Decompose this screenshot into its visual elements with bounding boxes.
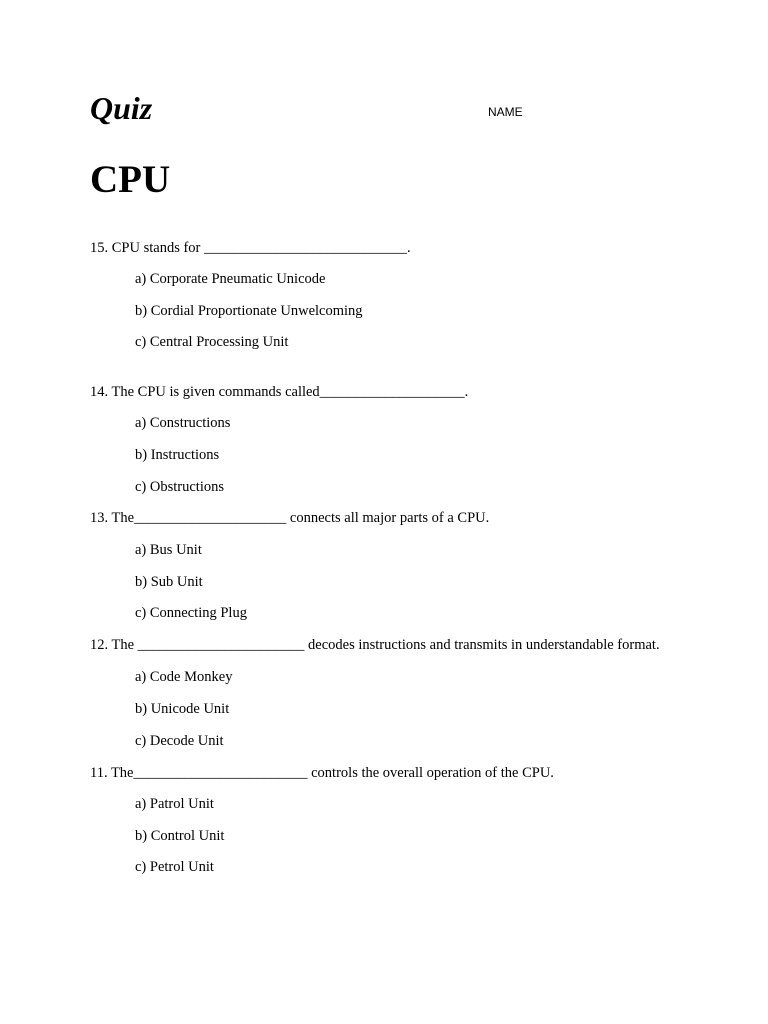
question-11-option-c: c) Petrol Unit	[135, 859, 214, 875]
question-11-option-b: b) Control Unit	[135, 828, 225, 844]
question-15: 15. CPU stands for ____________________________.	[90, 240, 411, 256]
question-14-option-c: c) Obstructions	[135, 479, 224, 495]
question-12-option-b: b) Unicode Unit	[135, 701, 230, 717]
question-14-option-b: b) Instructions	[135, 447, 220, 463]
question-13-option-c: c) Connecting Plug	[135, 605, 247, 621]
question-14-option-a: a) Constructions	[135, 415, 231, 431]
question-12: 12. The _______________________ decodes instructions and transmits in understandable format.	[90, 637, 660, 653]
question-12-option-c: c) Decode Unit	[135, 733, 224, 749]
question-13: 13. The_____________________ connects all major parts of a CPU.	[90, 510, 490, 526]
quiz-title: Quiz	[90, 90, 153, 126]
question-12-option-a: a) Code Monkey	[135, 669, 233, 685]
question-11: 11. The________________________ controls the overall operation of the CPU.	[90, 765, 554, 781]
question-13-option-a: a) Bus Unit	[135, 542, 202, 558]
question-14: 14. The CPU is given commands called____________________.	[90, 384, 469, 400]
question-15-option-c: c) Central Processing Unit	[135, 334, 289, 350]
name-label: NAME	[488, 105, 523, 119]
question-13-option-b: b) Sub Unit	[135, 574, 203, 590]
question-11-option-a: a) Patrol Unit	[135, 796, 214, 812]
page-title: CPU	[90, 158, 171, 201]
question-15-option-b: b) Cordial Proportionate Unwelcoming	[135, 303, 363, 319]
question-15-option-a: a) Corporate Pneumatic Unicode	[135, 271, 326, 287]
